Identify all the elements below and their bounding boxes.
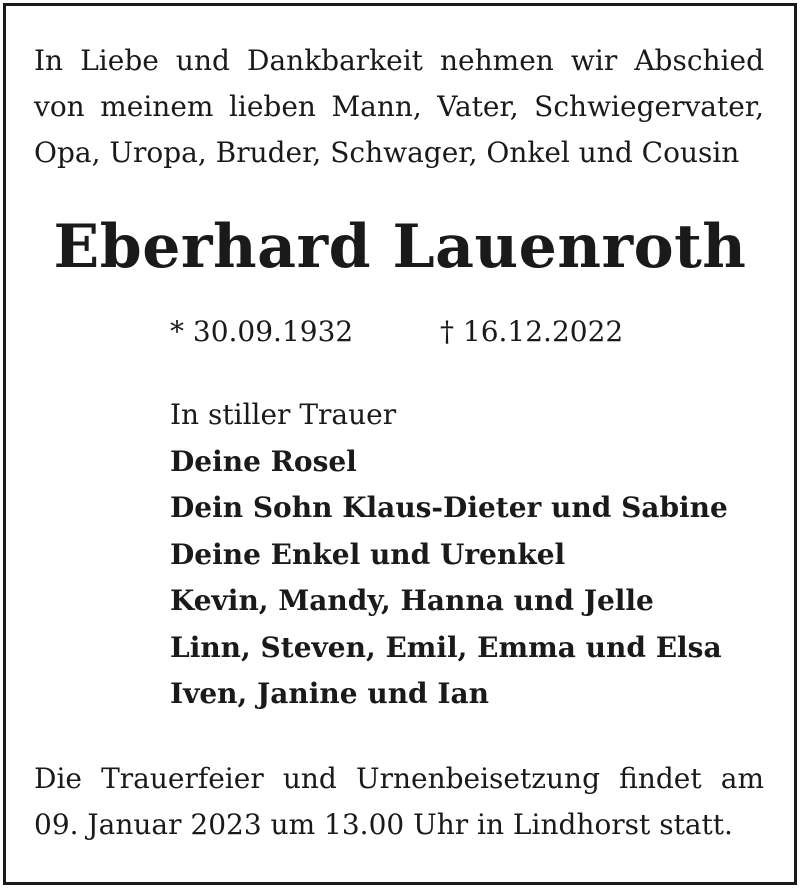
mourners-list bbox=[170, 392, 770, 718]
ceremony-line: Die Trauerfeier und Urnenbeisetzung findet am bbox=[34, 762, 764, 795]
mourner-row: Deine Rosel bbox=[170, 444, 357, 478]
mourning-lead: In stiller Trauer bbox=[170, 398, 397, 431]
mourner-row: Iven, Janine und Ian bbox=[170, 677, 489, 710]
intro-line: Opa, Uropa, Bruder, Schwager, Onkel und Cousin bbox=[34, 136, 740, 169]
death-date: † 16.12.2022 bbox=[440, 315, 624, 348]
intro-line: von meinem lieben Mann, Vater, Schwiegervater, bbox=[34, 90, 764, 123]
mourner-row: Dein Sohn Klaus-Dieter und Sabine bbox=[170, 491, 728, 524]
ceremony-info bbox=[34, 756, 764, 848]
mourner-row: Linn, Steven, Emil, Emma und Elsa bbox=[170, 630, 722, 664]
ceremony-line: 09. Januar 2023 um 13.00 Uhr in Lindhorst statt. bbox=[34, 808, 733, 841]
mourner-row: Kevin, Mandy, Hanna und Jelle bbox=[170, 584, 654, 617]
intro-line: In Liebe und Dankbarkeit nehmen wir Abschied bbox=[34, 44, 764, 77]
deceased-name: Eberhard Lauenroth bbox=[53, 212, 747, 282]
intro-text bbox=[34, 38, 764, 176]
birth-date: * 30.09.1932 bbox=[170, 315, 354, 348]
mourner-row: Deine Enkel und Urenkel bbox=[170, 537, 566, 571]
